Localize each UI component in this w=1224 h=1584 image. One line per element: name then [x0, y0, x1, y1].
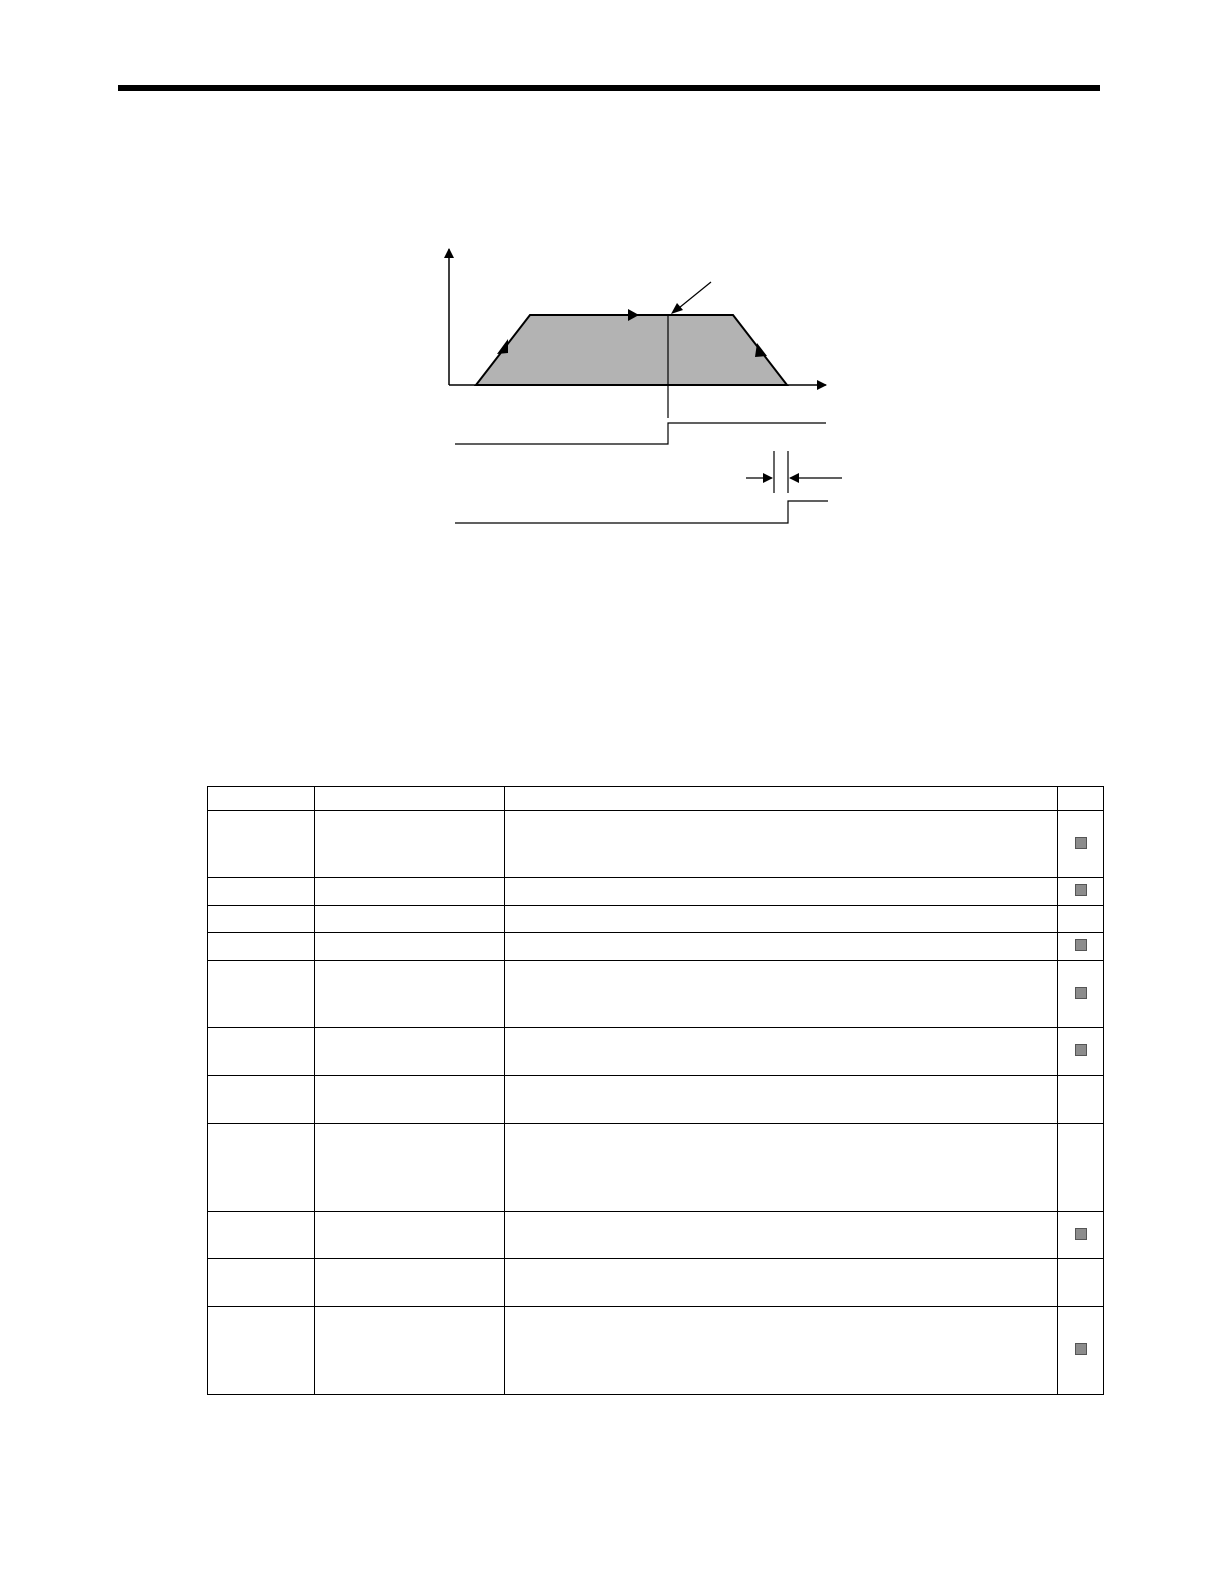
table-cell [505, 933, 1058, 961]
table-cell [208, 961, 315, 1028]
marker-cell [1058, 1076, 1104, 1124]
table-cell [208, 878, 315, 906]
marker-cell [1058, 811, 1104, 878]
table-cell [315, 1076, 505, 1124]
decel-arrow-icon [755, 343, 767, 357]
table-cell [505, 1259, 1058, 1307]
marker-cell [1058, 1259, 1104, 1307]
header-cell [315, 787, 505, 811]
parameter-table [207, 786, 1104, 1395]
gray-square-icon [1075, 939, 1087, 951]
table-cell [315, 811, 505, 878]
trapezoid-profile [476, 315, 787, 385]
table-cell [208, 1076, 315, 1124]
table-row [208, 811, 1104, 878]
table-row [208, 1028, 1104, 1076]
table-row [208, 1076, 1104, 1124]
signal-1-line [455, 423, 826, 444]
marker-cell [1058, 1307, 1104, 1395]
table-cell [315, 1259, 505, 1307]
table-cell [505, 1212, 1058, 1259]
gray-square-icon [1075, 884, 1087, 896]
table-cell [505, 811, 1058, 878]
marker-cell [1058, 1212, 1104, 1259]
table-cell [505, 961, 1058, 1028]
marker-cell [1058, 1028, 1104, 1076]
table-cell [208, 1307, 315, 1395]
table-row [208, 1259, 1104, 1307]
table-cell [505, 1028, 1058, 1076]
table-row [208, 878, 1104, 906]
table-cell [315, 906, 505, 933]
table-row [208, 1212, 1104, 1259]
table-cell [315, 1307, 505, 1395]
marker-cell [1058, 961, 1104, 1028]
marker-cell [1058, 878, 1104, 906]
header-cell [208, 787, 315, 811]
table-cell [208, 1028, 315, 1076]
table-cell [315, 878, 505, 906]
table-cell [208, 933, 315, 961]
header-cell [505, 787, 1058, 811]
table-row [208, 906, 1104, 933]
header-cell [1058, 787, 1104, 811]
table-row [208, 961, 1104, 1028]
gray-square-icon [1075, 837, 1087, 849]
marker-cell [1058, 1124, 1104, 1212]
table-cell [208, 811, 315, 878]
table-cell [208, 906, 315, 933]
table-cell [505, 1124, 1058, 1212]
table-cell [315, 933, 505, 961]
gray-square-icon [1075, 987, 1087, 999]
marker-cell [1058, 906, 1104, 933]
gray-square-icon [1075, 1044, 1087, 1056]
table-row [208, 933, 1104, 961]
table-cell [208, 1259, 315, 1307]
accel-arrow-icon [497, 339, 508, 354]
table-cell [315, 1124, 505, 1212]
table-cell [505, 1307, 1058, 1395]
table-cell [315, 961, 505, 1028]
gray-square-icon [1075, 1228, 1087, 1240]
table-header-row [208, 787, 1104, 811]
table-cell [315, 1028, 505, 1076]
table-cell [505, 906, 1058, 933]
table-cell [505, 1076, 1058, 1124]
signal-2-line [455, 501, 828, 523]
marker-cell [1058, 933, 1104, 961]
table-row [208, 1307, 1104, 1395]
table-cell [208, 1212, 315, 1259]
speed-profile-diagram [0, 0, 1224, 600]
gray-square-icon [1075, 1343, 1087, 1355]
table-cell [505, 878, 1058, 906]
table-row [208, 1124, 1104, 1212]
pointer-arrow-icon [671, 303, 683, 314]
table-cell [208, 1124, 315, 1212]
table-cell [315, 1212, 505, 1259]
